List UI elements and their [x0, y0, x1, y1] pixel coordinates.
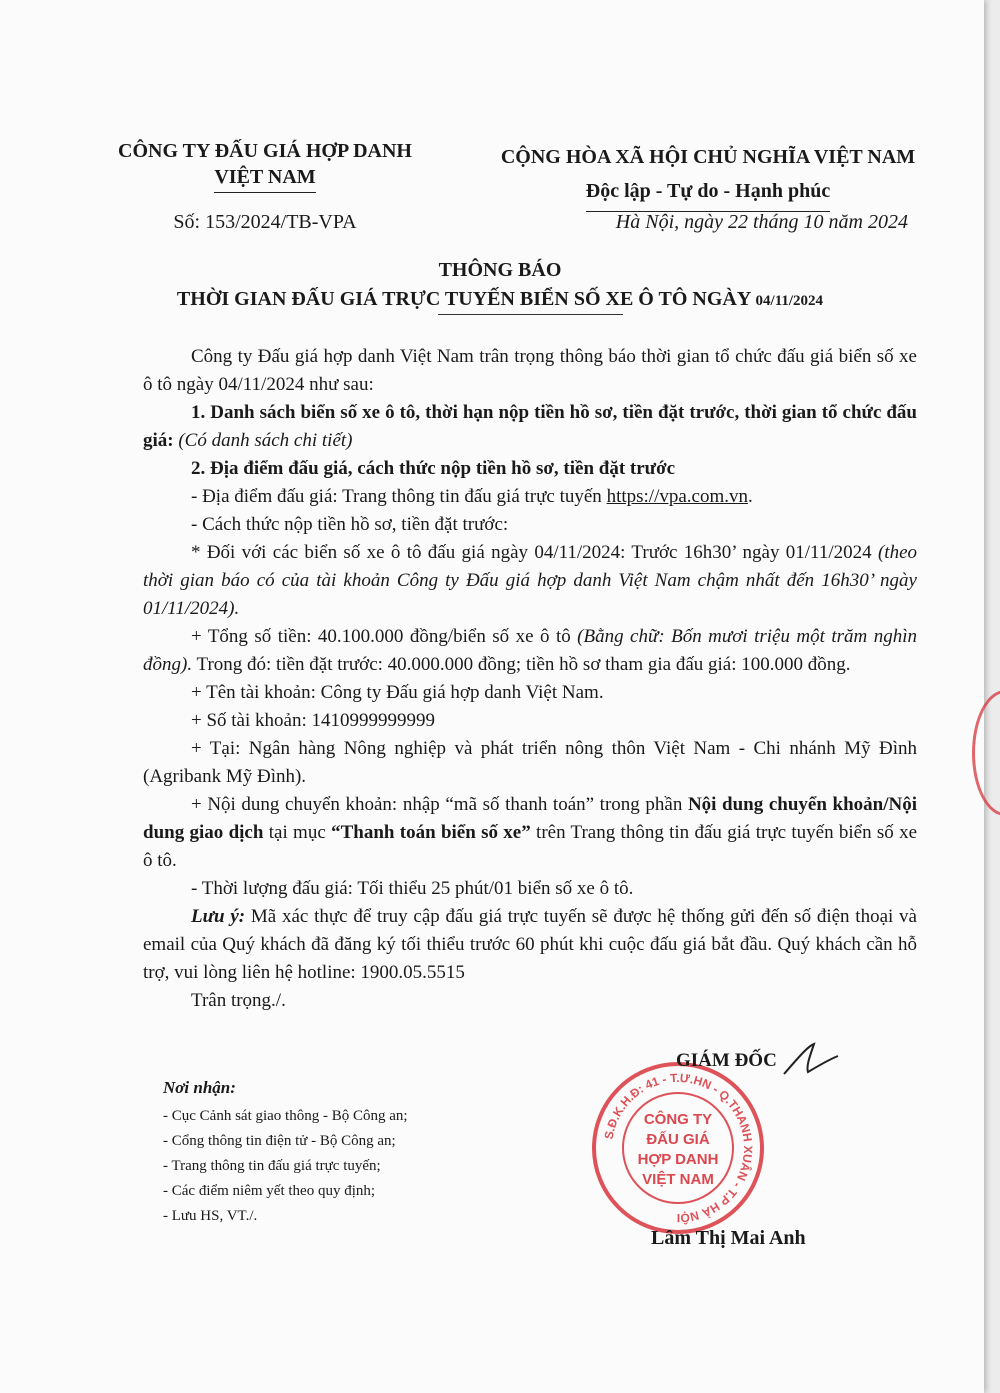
section-2-heading: 2. Địa điểm đấu giá, cách thức nộp tiền hồ sơ, tiền đặt trước — [191, 458, 676, 479]
signer-position: GIÁM ĐỐC — [676, 1050, 777, 1071]
auction-website-link[interactable]: https://vpa.com.vn — [606, 486, 748, 507]
transfer-content: + Nội dung chuyển khoản: nhập “mã số thanh toán” trong phần Nội dung chuyển khoản/Nội dung giao dịch tại mục “Thanh toán biển số xe” trên Trang thông tin đấu giá trực tuyến biển số xe ô tô. — [143, 794, 918, 871]
recipient-item: - Trang thông tin đấu giá trực tuyến; — [163, 1158, 381, 1174]
title-underline — [438, 314, 623, 315]
document-number: Số: 153/2024/TB-VPA — [173, 211, 357, 233]
recipient-item: - Cục Cảnh sát giao thông - Bộ Công an; — [163, 1108, 408, 1124]
title-line2: THỜI GIAN ĐẤU GIÁ TRỰC TUYẾN BIỂN SỐ XE Ô TÔ NGÀY 04/11/2024 — [176, 288, 824, 310]
company-seal-icon — [588, 1058, 768, 1238]
recipient-item: - Các điểm niêm yết theo quy định; — [163, 1183, 376, 1199]
payment-deadline: * Đối với các biển số xe ô tô đấu giá ngày 04/11/2024: Trước 16h30’ ngày 01/11/2024 (theo thời gian báo có của tài khoản Công ty Đấu giá hợp danh Việt Nam chậm nhất đến 16h30’ ngày 01/11/2024). — [143, 542, 918, 619]
closing: Trân trọng./. — [191, 990, 286, 1011]
seal-text-line: ĐẤU GIÁ — [646, 1131, 710, 1148]
national-motto: Độc lập - Tự do - Hạnh phúc — [586, 174, 830, 212]
intro-paragraph: Công ty Đấu giá hợp danh Việt Nam trân trọng thông báo thời gian tổ chức đấu giá biển số xe ô tô ngày 04/11/2024 như sau: — [143, 346, 917, 395]
issue-date: Hà Nội, ngày 22 tháng 10 năm 2024 — [615, 211, 908, 233]
recipients-heading: Nơi nhận: — [163, 1078, 236, 1097]
title-date: 04/11/2024 — [755, 293, 824, 309]
section-1: 1. Danh sách biển số xe ô tô, thời hạn nộp tiền hồ sơ, tiền đặt trước, thời gian tổ chức đấu giá: (Có danh sách chi tiết) — [143, 402, 917, 451]
document-body — [143, 343, 917, 1015]
total-amount: + Tổng số tiền: 40.100.000 đồng/biển số xe ô tô (Bằng chữ: Bốn mươi triệu một trăm nghìn đồng). Trong đó: tiền đặt trước: 40.000.000 đồng; tiền hồ sơ tham gia đấu giá: 100.000 đồng. — [143, 626, 917, 675]
seal-ring-text: S.Đ.K.H.Đ: 41 - T.Ư.HN - Q.THANH XUÂN - T.P HÀ NỘI — [601, 1070, 756, 1226]
title-line1: THÔNG BÁO — [438, 259, 562, 281]
auction-location: - Địa điểm đấu giá: Trang thông tin đấu giá trực tuyến https://vpa.com.vn. — [191, 486, 753, 507]
seal-text-line: HỢP DANH — [637, 1151, 719, 1168]
document-title — [130, 256, 870, 316]
payment-method: - Cách thức nộp tiền hồ sơ, tiền đặt trước: — [191, 514, 509, 535]
auction-duration: - Thời lượng đấu giá: Tối thiểu 25 phút/01 biển số xe ô tô. — [191, 878, 634, 899]
seal-text-line: VIỆT NAM — [642, 1171, 714, 1188]
signature-stroke-icon — [780, 1040, 840, 1080]
recipient-item: - Cổng thông tin điện tử - Bộ Công an; — [163, 1133, 396, 1149]
note-paragraph: Lưu ý: Mã xác thực để truy cập đấu giá trực tuyến sẽ được hệ thống gửi đến số điện thoại và email của Quý khách đã đăng ký tối thiểu trước 60 phút khi cuộc đấu giá bắt đầu. Quý khách cần hỗ trợ, vui lòng liên hệ hotline: 1900.05.5515 — [143, 906, 917, 983]
account-number: + Số tài khoản: 1410999999999 — [191, 710, 435, 731]
nation-name: CỘNG HÒA XÃ HỘI CHỦ NGHĨA VIỆT NAM — [500, 146, 916, 168]
company-name-line2: VIỆT NAM — [214, 164, 315, 193]
recipients-block — [163, 1075, 503, 1229]
seal-text-line: CÔNG TY — [643, 1111, 713, 1128]
bank-name: + Tại: Ngân hàng Nông nghiệp và phát triển nông thôn Việt Nam - Chi nhánh Mỹ Đình (Agribank Mỹ Đình). — [143, 738, 917, 787]
account-name: + Tên tài khoản: Công ty Đấu giá hợp danh Việt Nam. — [191, 682, 604, 703]
recipient-item: - Lưu HS, VT./. — [163, 1208, 258, 1224]
company-header — [95, 138, 435, 193]
signer-name: Lâm Thị Mai Anh — [651, 1227, 806, 1249]
company-name-line1: CÔNG TY ĐẤU GIÁ HỢP DANH — [118, 140, 412, 162]
national-header — [478, 140, 938, 212]
